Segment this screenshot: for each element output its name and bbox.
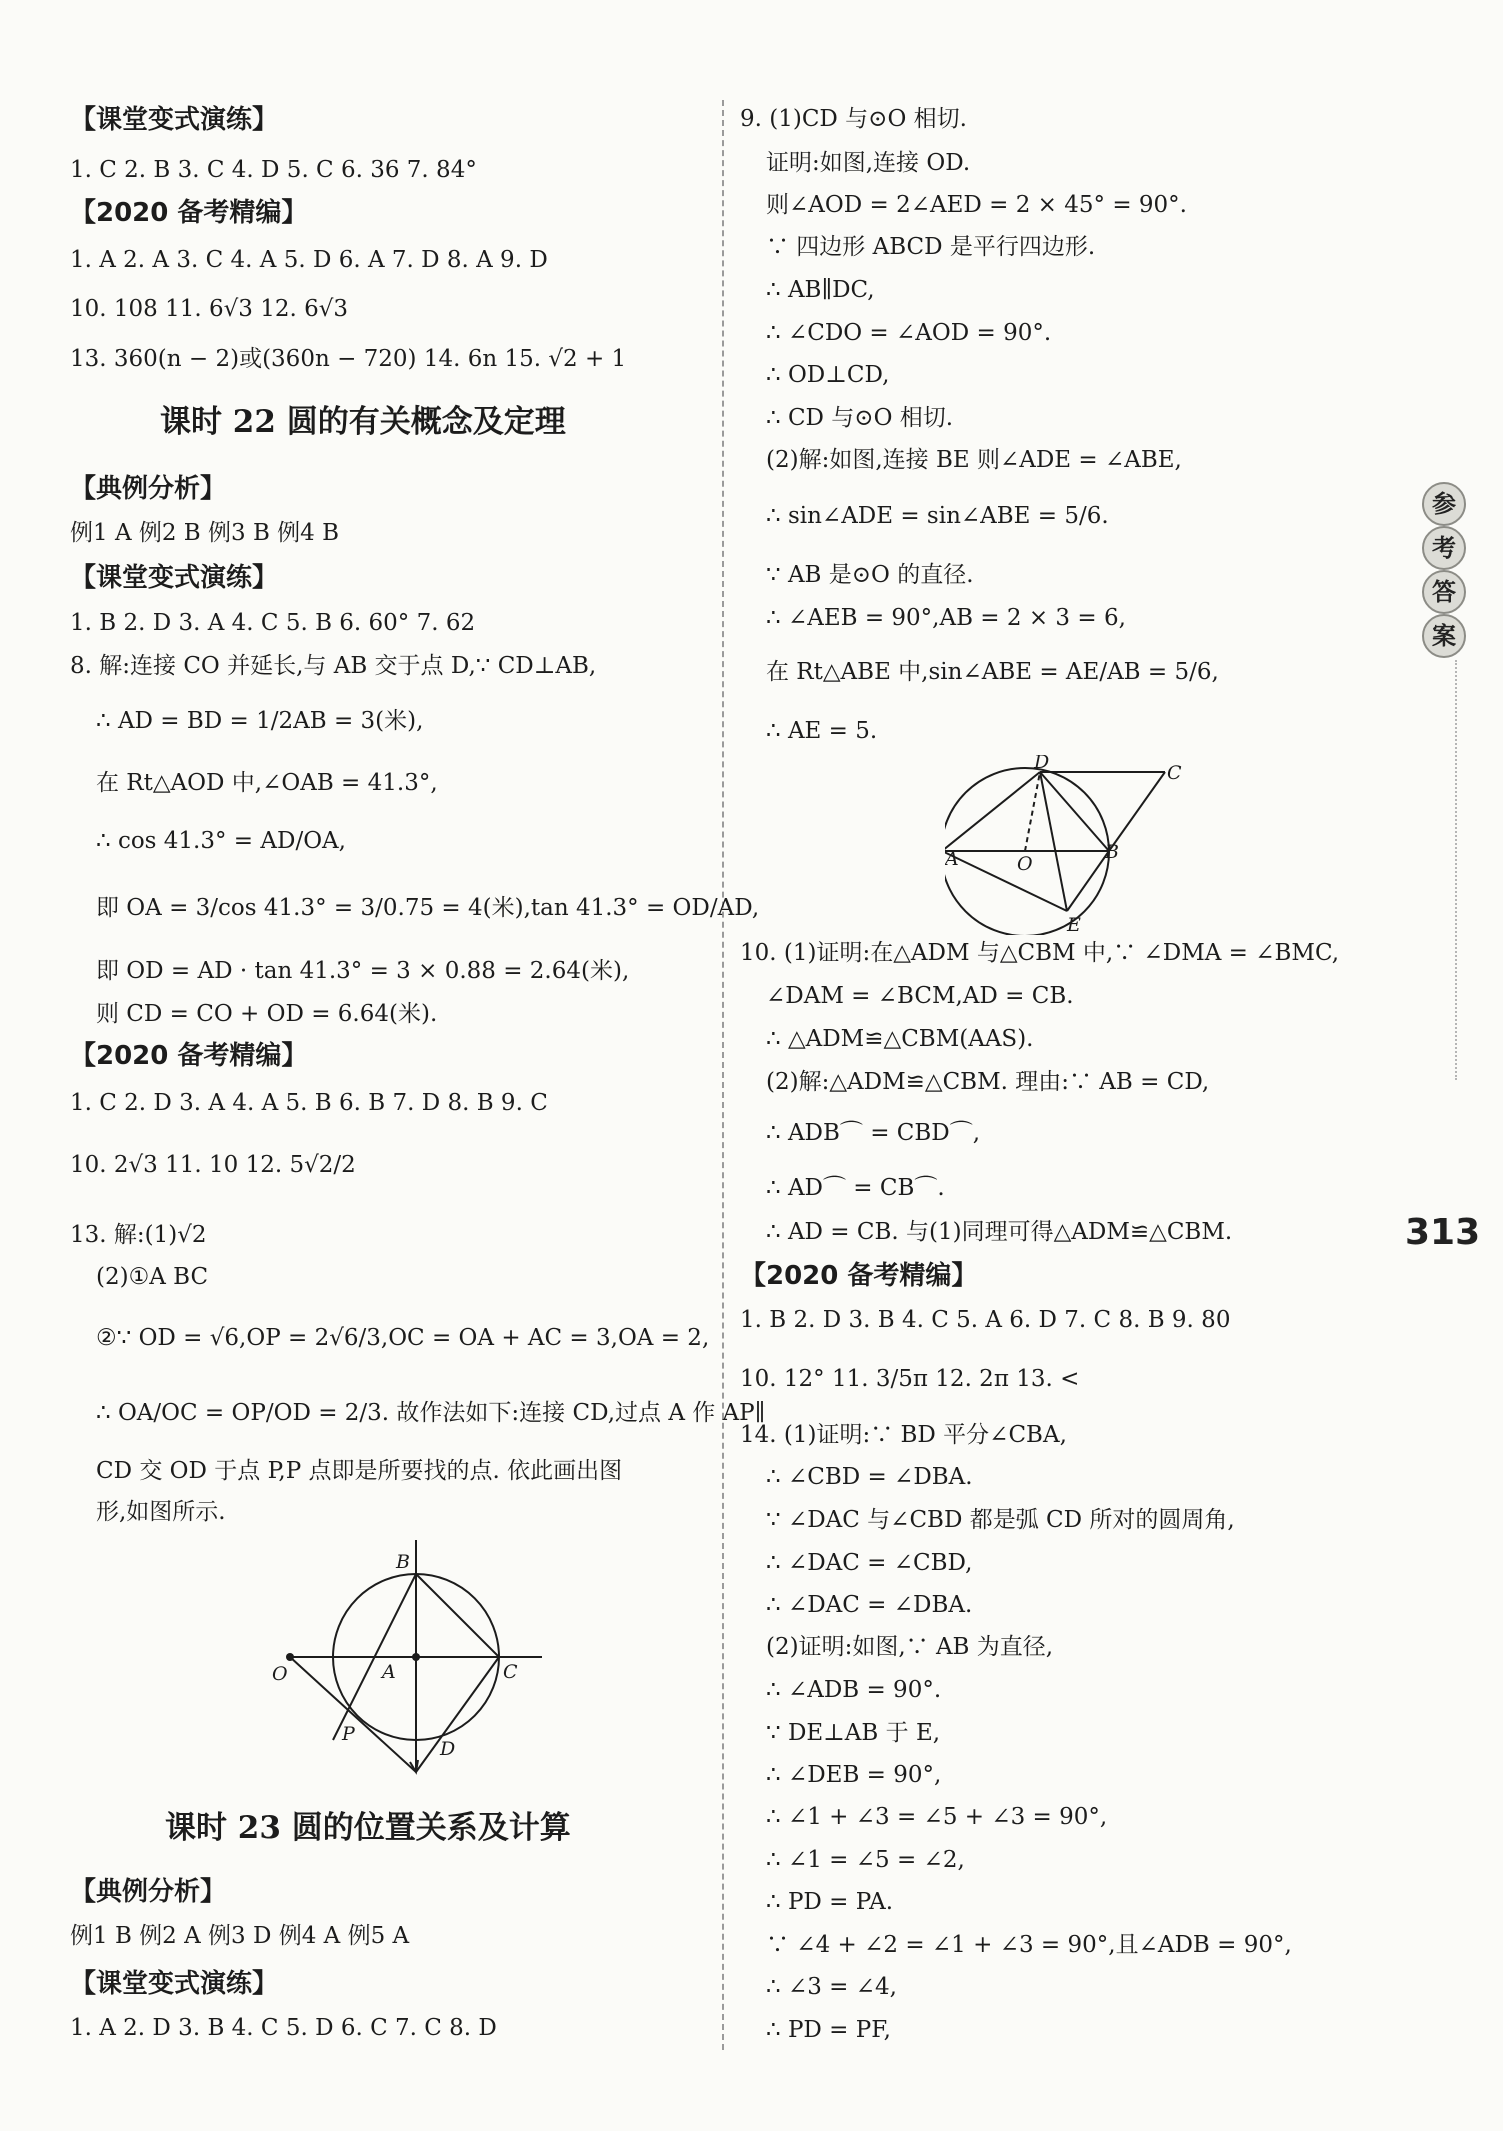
right-text-line: 证明:如图,连接 OD. — [766, 150, 971, 176]
right-text-line: 则∠AOD = 2∠AED = 2 × 45° = 90°. — [766, 192, 1187, 218]
right-text-line: ∴ ∠1 = ∠5 = ∠2, — [766, 1847, 965, 1873]
left-text-line: 例1 B 例2 A 例3 D 例4 A 例5 A — [70, 1923, 410, 1949]
label-c: C — [1167, 762, 1182, 784]
label-d: D — [440, 1738, 456, 1760]
label-a: A — [945, 848, 959, 870]
right-text-line: ∵ 四边形 ABCD 是平行四边形. — [766, 234, 1096, 260]
left-section-header: 【2020 备考精编】 — [70, 198, 308, 228]
right-text-line: ∴ ∠DAC = ∠DBA. — [766, 1592, 973, 1618]
left-text-line: 1. C 2. D 3. A 4. A 5. B 6. B 7. D 8. B 9. C — [70, 1090, 548, 1116]
right-text-line: ∴ ADB⌒ = CBD⌒, — [766, 1120, 981, 1146]
right-text-line: 14. (1)证明:∵ BD 平分∠CBA, — [740, 1422, 1067, 1448]
right-text-line: 10. 12° 11. 3/5π 12. 2π 13. < — [740, 1366, 1080, 1392]
left-text-line: 1. A 2. D 3. B 4. C 5. D 6. C 7. C 8. D — [70, 2015, 497, 2041]
right-text-line: ∵ AB 是⊙O 的直径. — [766, 562, 974, 588]
geometry-figure-problem-9 — [945, 755, 1185, 935]
right-text-line: ∴ PD = PA. — [766, 1889, 894, 1915]
right-text-line: ∴ ∠AEB = 90°,AB = 2 × 3 = 6, — [766, 605, 1126, 631]
segment-bc — [1109, 772, 1165, 851]
right-text-line: (2)解:△ADM≌△CBM. 理由:∵ AB = CD, — [766, 1069, 1210, 1095]
right-text-line: ∴ AD = CB. 与(1)同理可得△ADM≌△CBM. — [766, 1219, 1233, 1245]
side-tab-char: 参 — [1422, 482, 1466, 526]
segment-od-dashed — [1025, 772, 1040, 851]
right-text-line: ∴ ∠CDO = ∠AOD = 90°. — [766, 320, 1052, 346]
label-c: C — [503, 1661, 518, 1683]
right-text-line: 1. B 2. D 3. B 4. C 5. A 6. D 7. C 8. B 9. 80 — [740, 1307, 1231, 1333]
label-d: D — [1034, 755, 1050, 773]
right-text-line: ∴ AB∥DC, — [766, 277, 875, 303]
left-text-line: 在 Rt△AOD 中,∠OAB = 41.3°, — [96, 770, 438, 796]
left-section-header: 【课堂变式演练】 — [70, 1969, 279, 1999]
left-text-line: 即 OA = 3/cos 41.3° = 3/0.75 = 4(米),tan 41.3° = OD/AD, — [96, 895, 760, 921]
center-dot — [412, 1653, 420, 1661]
segment-bc — [416, 1574, 499, 1657]
segment-ad — [945, 772, 1040, 851]
left-text-line: ∴ cos 41.3° = AD/OA, — [96, 828, 346, 854]
left-section-header: 【2020 备考精编】 — [70, 1041, 308, 1071]
left-text-line: 8. 解:连接 CO 并延长,与 AB 交于点 D,∵ CD⊥AB, — [70, 653, 597, 679]
side-tab-char: 案 — [1422, 614, 1466, 658]
right-text-line: ∴ △ADM≌△CBM(AAS). — [766, 1026, 1034, 1052]
right-text-line: ∴ sin∠ADE = sin∠ABE = 5/6. — [766, 503, 1109, 529]
left-lesson-title: 课时 22 圆的有关概念及定理 — [160, 404, 566, 440]
label-o: O — [272, 1663, 288, 1685]
left-text-line: ∴ OA/OC = OP/OD = 2/3. 故作法如下:连接 CD,过点 A 作 AP∥ — [96, 1400, 766, 1426]
left-section-header: 【典例分析】 — [70, 1877, 227, 1907]
left-text-line: 则 CD = CO + OD = 6.64(米). — [96, 1001, 438, 1027]
right-text-line: 9. (1)CD 与⊙O 相切. — [740, 106, 967, 132]
right-text-line: ∴ ∠DEB = 90°, — [766, 1762, 942, 1788]
left-section-header: 【课堂变式演练】 — [70, 563, 279, 593]
right-text-line: (2)解:如图,连接 BE 则∠ADE = ∠ABE, — [766, 447, 1182, 473]
geometry-figure-problem-13 — [266, 1540, 556, 1780]
right-text-line: ∠DAM = ∠BCM,AD = CB. — [766, 983, 1074, 1009]
left-text-line: 10. 2√3 11. 10 12. 5√2/2 — [70, 1152, 356, 1178]
left-text-line: 13. 360(n − 2)或(360n − 720) 14. 6n 15. √2 + 1 — [70, 346, 627, 372]
label-b: B — [1105, 841, 1119, 863]
segment-ae — [945, 851, 1067, 911]
left-text-line: 即 OD = AD · tan 41.3° = 3 × 0.88 = 2.64(米), — [96, 958, 630, 984]
left-text-line: 形,如图所示. — [96, 1499, 226, 1525]
left-text-line: ②∵ OD = √6,OP = 2√6/3,OC = OA + AC = 3,OA = 2, — [96, 1325, 710, 1351]
right-text-line: ∵ ∠4 + ∠2 = ∠1 + ∠3 = 90°,且∠ADB = 90°, — [766, 1932, 1292, 1958]
right-text-line: 在 Rt△ABE 中,sin∠ABE = AE/AB = 5/6, — [766, 659, 1219, 685]
right-text-line: ∴ AD⌒ = CB⌒. — [766, 1175, 945, 1201]
right-text-line: ∴ ∠DAC = ∠CBD, — [766, 1550, 973, 1576]
right-text-line: ∵ ∠DAC 与∠CBD 都是弧 CD 所对的圆周角, — [766, 1507, 1235, 1533]
point-o-dot — [286, 1653, 294, 1661]
right-text-line: ∴ CD 与⊙O 相切. — [766, 405, 954, 431]
right-text-line: 10. (1)证明:在△ADM 与△CBM 中,∵ ∠DMA = ∠BMC, — [740, 940, 1340, 966]
left-section-header: 【课堂变式演练】 — [70, 105, 279, 135]
side-tab-char: 考 — [1422, 526, 1466, 570]
right-section-header: 【2020 备考精编】 — [740, 1261, 978, 1291]
segment-od — [290, 1657, 416, 1772]
right-text-line: ∴ ∠3 = ∠4, — [766, 1974, 897, 2000]
label-b: B — [396, 1551, 410, 1573]
page-number: 313 — [1405, 1212, 1481, 1253]
segment-de — [1040, 772, 1067, 911]
right-text-line: ∴ ∠1 + ∠3 = ∠5 + ∠3 = 90°, — [766, 1804, 1108, 1830]
left-text-line: 10. 108 11. 6√3 12. 6√3 — [70, 296, 349, 322]
segment-be — [1067, 851, 1109, 911]
right-text-line: ∵ DE⊥AB 于 E, — [766, 1720, 941, 1746]
right-text-line: (2)证明:如图,∵ AB 为直径, — [766, 1634, 1054, 1660]
side-tab-char: 答 — [1422, 570, 1466, 614]
left-section-header: 【典例分析】 — [70, 474, 227, 504]
left-text-line: 1. C 2. B 3. C 4. D 5. C 6. 36 7. 84° — [70, 157, 477, 183]
side-dotted-line — [1455, 660, 1457, 1080]
right-text-line: ∴ OD⊥CD, — [766, 362, 890, 388]
right-text-line: ∴ ∠ADB = 90°. — [766, 1677, 942, 1703]
right-text-line: ∴ PD = PF, — [766, 2017, 891, 2043]
left-text-line: 1. A 2. A 3. C 4. A 5. D 6. A 7. D 8. A 9. D — [70, 247, 548, 273]
label-e: E — [1067, 914, 1081, 935]
right-text-line: ∴ ∠CBD = ∠DBA. — [766, 1464, 973, 1490]
label-p: P — [342, 1723, 355, 1745]
left-lesson-title: 课时 23 圆的位置关系及计算 — [165, 1810, 571, 1846]
label-o: O — [1017, 853, 1033, 875]
left-text-line: 13. 解:(1)√2 — [70, 1222, 207, 1248]
left-text-line: 例1 A 例2 B 例3 B 例4 B — [70, 520, 340, 546]
left-text-line: 1. B 2. D 3. A 4. C 5. B 6. 60° 7. 62 — [70, 610, 476, 636]
label-a: A — [382, 1661, 396, 1683]
column-divider — [722, 100, 724, 2050]
right-text-line: ∴ AE = 5. — [766, 718, 878, 744]
left-text-line: CD 交 OD 于点 P,P 点即是所要找的点. 依此画出图 — [96, 1458, 623, 1484]
left-text-line: ∴ AD = BD = 1/2AB = 3(米), — [96, 708, 424, 734]
left-text-line: (2)①A BC — [96, 1264, 209, 1290]
arrow-head — [410, 1760, 418, 1772]
segment-cd — [416, 1657, 499, 1772]
